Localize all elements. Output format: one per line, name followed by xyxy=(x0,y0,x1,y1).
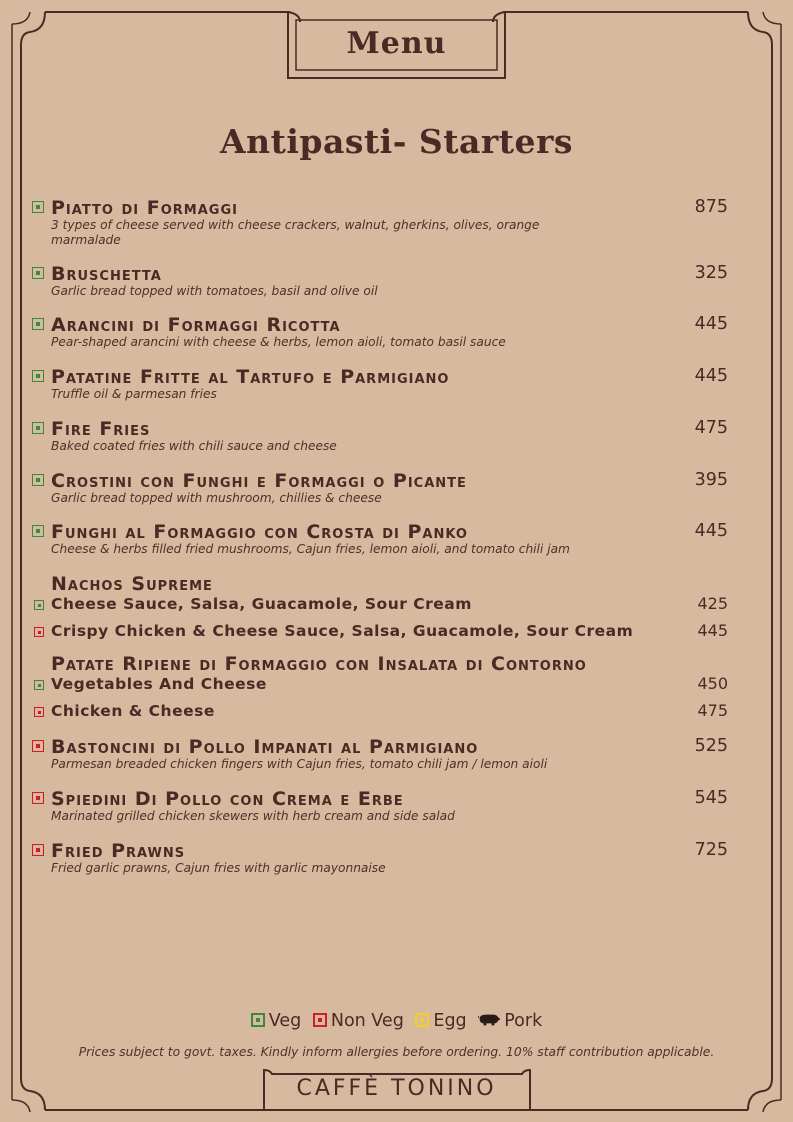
item-price: 725 xyxy=(694,840,728,860)
option-price: 475 xyxy=(697,701,728,720)
veg-icon xyxy=(32,267,44,279)
item-price: 475 xyxy=(694,418,728,438)
item-price: 325 xyxy=(694,263,728,283)
item-name: Fire Fries xyxy=(51,418,151,440)
option-price: 450 xyxy=(697,674,728,693)
item-price: 445 xyxy=(694,314,728,334)
item-name: Spiedini Di Pollo con Crema e Erbe xyxy=(51,788,404,810)
item-description: Garlic bread topped with tomatoes, basil and olive oil xyxy=(51,284,378,298)
item-description: Pear-shaped arancini with cheese & herbs, lemon aioli, tomato basil sauce xyxy=(51,335,506,349)
item-price: 445 xyxy=(694,521,728,541)
item-name: Fried Prawns xyxy=(51,840,186,862)
legend-egg xyxy=(415,1011,466,1031)
nonveg-icon xyxy=(313,1013,327,1027)
nonveg-icon xyxy=(32,740,44,752)
group-option xyxy=(30,622,730,642)
nonveg-icon xyxy=(32,844,44,856)
veg-icon xyxy=(32,422,44,434)
section-title: Antipasti- Starters xyxy=(220,122,573,161)
item-description: Parmesan breaded chicken fingers with Cajun fries, tomato chili jam / lemon aioli xyxy=(51,757,548,771)
legend-pork-label: Pork xyxy=(504,1011,543,1031)
option-name: Cheese Sauce, Salsa, Guacamole, Sour Cream xyxy=(51,595,472,613)
veg-icon xyxy=(34,680,44,690)
item-price: 875 xyxy=(694,197,728,217)
item-description: Baked coated fries with chili sauce and cheese xyxy=(51,439,337,453)
group-option xyxy=(30,675,730,695)
veg-icon xyxy=(32,370,44,382)
item-name: Crostini con Funghi e Formaggi o Picante xyxy=(51,470,467,492)
item-name: Funghi al Formaggio con Crosta di Panko xyxy=(51,521,468,543)
group-option xyxy=(30,595,730,615)
item-price: 445 xyxy=(694,366,728,386)
footer-note: Prices subject to govt. taxes. Kindly inform allergies before ordering. 10% staff contribution applicable. xyxy=(78,1045,715,1059)
veg-icon xyxy=(32,525,44,537)
option-price: 445 xyxy=(697,621,728,640)
item-name: Bastoncini di Pollo Impanati al Parmigiano xyxy=(51,736,479,758)
item-description: Marinated grilled chicken skewers with herb cream and side salad xyxy=(51,809,455,823)
item-description: Truffle oil & parmesan fries xyxy=(51,387,217,401)
nonveg-icon xyxy=(34,707,44,717)
veg-icon xyxy=(34,600,44,610)
item-description: 3 types of cheese served with cheese crackers, walnut, gherkins, olives, orange marmalade xyxy=(51,218,540,247)
legend-nonveg xyxy=(313,1011,404,1031)
group-title: Patate Ripiene di Formaggio con Insalata di Contorno xyxy=(51,653,587,675)
pig-icon xyxy=(478,1014,500,1026)
item-name: Bruschetta xyxy=(51,263,162,285)
item-price: 545 xyxy=(694,788,728,808)
group-title: Nachos Supreme xyxy=(51,573,213,595)
legend-nonveg-label: Non Veg xyxy=(330,1011,404,1031)
option-price: 425 xyxy=(697,594,728,613)
nonveg-icon xyxy=(34,627,44,637)
menu-title: Menu xyxy=(346,26,447,61)
item-name: Piatto di Formaggi xyxy=(51,197,238,219)
item-description: Cheese & herbs filled fried mushrooms, Cajun fries, lemon aioli, and tomato chili jam xyxy=(51,542,570,556)
item-name: Patatine Fritte al Tartufo e Parmigiano xyxy=(51,366,450,388)
veg-icon xyxy=(32,318,44,330)
group-option xyxy=(30,702,730,722)
option-name: Vegetables And Cheese xyxy=(51,675,267,693)
item-price: 525 xyxy=(694,736,728,756)
brand-name: CAFFÈ TONINO xyxy=(296,1076,497,1101)
veg-icon xyxy=(32,474,44,486)
legend-veg-label: Veg xyxy=(268,1011,302,1031)
nonveg-icon xyxy=(32,792,44,804)
item-description: Fried garlic prawns, Cajun fries with garlic mayonnaise xyxy=(51,861,386,875)
veg-icon xyxy=(251,1013,265,1027)
item-name: Arancini di Formaggi Ricotta xyxy=(51,314,341,336)
option-name: Crispy Chicken & Cheese Sauce, Salsa, Guacamole, Sour Cream xyxy=(51,622,634,640)
egg-icon xyxy=(415,1013,429,1027)
legend-egg-label: Egg xyxy=(433,1011,467,1031)
legend-veg xyxy=(251,1011,302,1031)
option-name: Chicken & Cheese xyxy=(51,702,215,720)
veg-icon xyxy=(32,201,44,213)
legend-pork xyxy=(478,1011,542,1031)
item-description: Garlic bread topped with mushroom, chillies & cheese xyxy=(51,491,382,505)
item-price: 395 xyxy=(694,470,728,490)
diet-legend xyxy=(0,1011,793,1031)
